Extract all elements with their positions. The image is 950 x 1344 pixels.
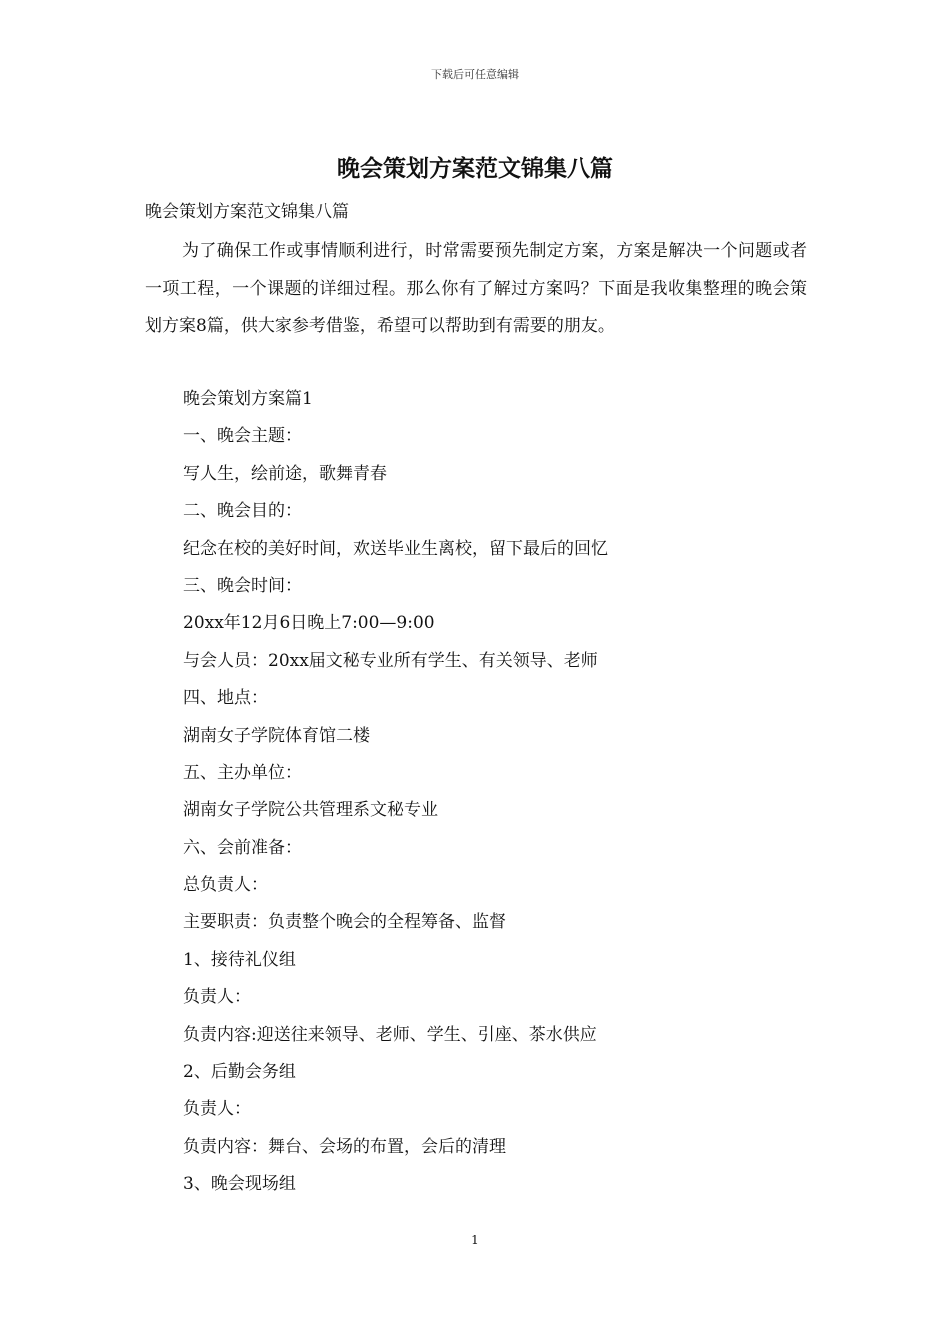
body-line: 负责人： <box>183 987 251 1008</box>
body-line: 五、主办单位： <box>183 762 302 783</box>
body-line: 1、接待礼仪组 <box>183 949 296 970</box>
body-line: 三、晚会时间： <box>183 575 302 596</box>
body-line: 负责内容:迎送往来领导、老师、学生、引座、茶水供应 <box>183 1024 597 1045</box>
body-line: 晚会策划方案篇1 <box>183 389 313 409</box>
intro-paragraph: 为了确保工作或事情顺利进行，时常需要预先制定方案，方案是解决一个问题或者一项工程，一个课题的详细过程。那么你有了解过方案吗？下面是我收集整理的晚会策划方案8篇，供大家参考借鉴，希望可以帮助到有需要的朋友。 <box>145 241 807 336</box>
document-subtitle: 晚会策划方案范文锦集八篇 <box>145 202 349 222</box>
body-line: 主要职责：负责整个晚会的全程筹备、监督 <box>183 912 506 933</box>
body-line: 与会人员：20xx届文秘专业所有学生、有关领导、老师 <box>183 650 598 671</box>
body-line: 总负责人： <box>183 875 268 896</box>
body-line: 20xx年12月6日晚上7:00—9:00 <box>183 613 435 634</box>
body-line: 负责内容：舞台、会场的布置，会后的清理 <box>183 1136 506 1157</box>
body-line: 湖南女子学院体育馆二楼 <box>183 725 370 746</box>
page-number: 1 <box>471 1233 479 1247</box>
body-line: 湖南女子学院公共管理系文秘专业 <box>183 800 438 821</box>
body-line: 纪念在校的美好时间，欢送毕业生离校，留下最后的回忆 <box>183 538 608 559</box>
body-line: 负责人： <box>183 1099 251 1120</box>
body-line: 一、晚会主题： <box>183 426 302 447</box>
body-line: 2、后勤会务组 <box>183 1062 296 1083</box>
body-line: 写人生，绘前途，歌舞青春 <box>183 463 387 484</box>
body-line: 四、地点： <box>183 688 268 709</box>
document-body <box>183 381 803 1204</box>
document-title: 晚会策划方案范文锦集八篇 <box>337 155 613 182</box>
body-line: 二、晚会目的： <box>183 501 302 522</box>
body-line: 3、晚会现场组 <box>183 1174 296 1195</box>
body-line: 六、会前准备： <box>183 837 302 858</box>
page-header-note: 下载后可任意编辑 <box>431 68 519 81</box>
